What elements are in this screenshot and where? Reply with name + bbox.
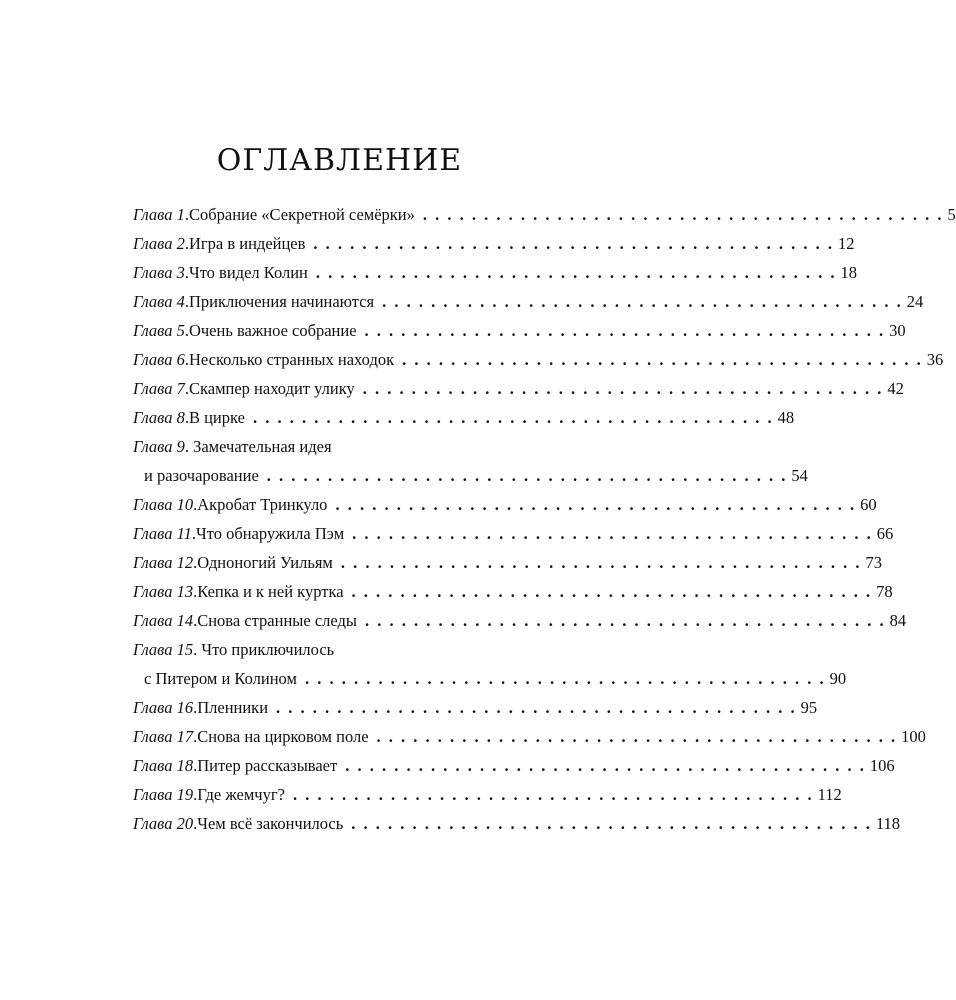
label-separator: . [184, 437, 194, 456]
toc-entry [133, 519, 894, 548]
chapter-label: Глава 18 [133, 756, 194, 775]
label-separator: . [193, 814, 198, 833]
label-separator: . [184, 205, 189, 224]
label-separator: . [184, 379, 189, 398]
chapter-title: Кепка и к ней куртка [197, 582, 344, 601]
dot-leader: . . . . . . . . . . . . . . . . . . . . . . . . . . . . . . . . . . . . . . . . . . . [313, 234, 835, 253]
dot-leader: . . . . . . . . . . . . . . . . . . . . . . . . . . . . . . . . . . . . . . . . . . . [345, 756, 866, 775]
chapter-label: Глава 20 [133, 814, 194, 833]
dot-leader: . . . . . . . . . . . . . . . . . . . . . . . . . . . . . . . . . . . . . . . . . . . [422, 205, 944, 224]
chapter-label: Глава 5 [133, 321, 185, 340]
page-title: ОГЛАВЛЕНИЕ [216, 143, 463, 178]
dot-leader: . . . . . . . . . . . . . . . . . . . . . . . . . . . . . . . . . . . . . . . . . . . [266, 466, 788, 485]
dot-leader: . . . . . . . . . . . . . . . . . . . . . . . . . . . . . . . . . . . . . . . . . . . [382, 292, 903, 311]
toc-entry [133, 287, 924, 316]
toc-entry [133, 780, 842, 809]
page-number: 84 [889, 611, 907, 630]
chapter-title: Скампер находит улику [188, 379, 355, 398]
chapter-title: Где жемчуг? [197, 785, 285, 804]
toc-entry [133, 432, 808, 490]
label-separator: . [191, 524, 196, 543]
chapter-label: Глава 13 [133, 582, 194, 601]
chapter-title: Снова странные следы [197, 611, 357, 630]
page-number: 12 [838, 234, 855, 253]
label-separator: . [193, 582, 198, 601]
page-number: 73 [865, 553, 883, 572]
chapter-label: Глава 12 [133, 553, 194, 572]
toc-entry [133, 316, 906, 345]
chapter-label: Глава 14 [133, 611, 194, 630]
page-number: 78 [876, 582, 893, 601]
chapter-title: с Питером и Колином [144, 669, 297, 688]
page-number: 66 [876, 524, 894, 543]
page-number: 18 [840, 263, 857, 282]
chapter-title: Акробат Тринкуло [197, 495, 328, 514]
dot-leader: . . . . . . . . . . . . . . . . . . . . . . . . . . . . . . . . . . . . . . . . . . . [364, 611, 886, 630]
chapter-title: Одноногий Уильям [197, 553, 333, 572]
dot-leader: . . . . . . . . . . . . . . . . . . . . . . . . . . . . . . . . . . . . . . . . . . . [376, 727, 898, 746]
toc-entry [133, 374, 904, 403]
chapter-label: Глава 11 [133, 524, 192, 543]
chapter-label: Глава 6 [133, 350, 185, 369]
toc-entry [133, 751, 895, 780]
page-number: 118 [875, 814, 901, 833]
page-number: 60 [860, 495, 877, 514]
chapter-title: и разочарование [144, 466, 259, 485]
label-separator: . [193, 756, 198, 775]
chapter-label: Глава 2 [133, 234, 185, 253]
page-number: 5 [947, 205, 956, 224]
chapter-label: Глава 15 [133, 640, 194, 659]
dot-leader: . . . . . . . . . . . . . . . . . . . . . . . . . . . . . . . . . . . . . . . . . . . [352, 524, 873, 543]
dot-leader: . . . . . . . . . . . . . . . . . . . . . . . . . . . . . . . . . . . . . . . . . . . [252, 408, 774, 427]
toc-entry [133, 403, 795, 432]
page-number: 100 [901, 727, 926, 746]
dot-leader: . . . . . . . . . . . . . . . . . . . . . . . . . . . . . . . . . . . . . . . . . . . [340, 553, 862, 572]
page-number: 48 [777, 408, 795, 427]
toc-entry [133, 229, 855, 258]
page-number: 106 [869, 756, 895, 775]
toc-entry [133, 635, 847, 693]
page-number: 30 [889, 321, 906, 340]
label-separator: . [193, 495, 198, 514]
toc-entry [133, 345, 944, 374]
label-separator: . [184, 321, 189, 340]
dot-leader: . . . . . . . . . . . . . . . . . . . . . . . . . . . . . . . . . . . . . . . . . . . [362, 379, 884, 398]
page-number: 90 [829, 669, 847, 688]
dot-leader: . . . . . . . . . . . . . . . . . . . . . . . . . . . . . . . . . . . . . . . . . . . [351, 814, 872, 833]
chapter-title: Собрание «Секретной семёрки» [188, 205, 415, 224]
chapter-title: В цирке [188, 408, 245, 427]
chapter-label: Глава 4 [133, 292, 185, 311]
dot-leader: . . . . . . . . . . . . . . . . . . . . . . . . . . . . . . . . . . . . . . . . . . . [304, 669, 826, 688]
label-separator: . [193, 785, 198, 804]
label-separator: . [193, 698, 198, 717]
table-of-contents [133, 200, 956, 838]
label-separator: . [184, 350, 189, 369]
label-separator: . [184, 234, 189, 253]
label-separator: . [193, 640, 202, 659]
chapter-label: Глава 19 [133, 785, 194, 804]
toc-entry [133, 258, 857, 287]
chapter-title: Очень важное собрание [188, 321, 357, 340]
dot-leader: . . . . . . . . . . . . . . . . . . . . . . . . . . . . . . . . . . . . . . . . . . . [351, 582, 873, 601]
dot-leader: . . . . . . . . . . . . . . . . . . . . . . . . . . . . . . . . . . . . . . . . . . . [335, 495, 857, 514]
page-number: 42 [887, 379, 904, 398]
page-number: 95 [800, 698, 818, 717]
chapter-label: Глава 8 [133, 408, 185, 427]
chapter-label: Глава 17 [133, 727, 194, 746]
label-separator: . [193, 553, 198, 572]
chapter-title: Замечательная идея [193, 437, 332, 456]
page-number: 24 [906, 292, 924, 311]
chapter-label: Глава 9 [133, 437, 185, 456]
toc-entry [133, 577, 893, 606]
toc-entry [133, 606, 907, 635]
dot-leader: . . . . . . . . . . . . . . . . . . . . . . . . . . . . . . . . . . . . . . . . . . . [292, 785, 814, 804]
chapter-title: Снова на цирковом поле [197, 727, 369, 746]
chapter-label: Глава 1 [133, 205, 185, 224]
label-separator: . [193, 727, 198, 746]
page-number: 112 [817, 785, 842, 804]
chapter-title: Что приключилось [201, 640, 335, 659]
dot-leader: . . . . . . . . . . . . . . . . . . . . . . . . . . . . . . . . . . . . . . . . . . . [402, 350, 923, 369]
chapter-label: Глава 10 [133, 495, 194, 514]
chapter-title: Чем всё закончилось [197, 814, 344, 833]
toc-entry [133, 490, 877, 519]
label-separator: . [184, 292, 189, 311]
page-number: 36 [926, 350, 944, 369]
toc-entry [133, 722, 926, 751]
toc-entry [133, 548, 883, 577]
label-separator: . [184, 408, 189, 427]
chapter-title: Несколько странных находок [188, 350, 395, 369]
toc-entry [133, 693, 818, 722]
chapter-label: Глава 7 [133, 379, 185, 398]
chapter-title: Что обнаружила Пэм [195, 524, 345, 543]
chapter-label: Глава 16 [133, 698, 194, 717]
chapter-title: Приключения начинаются [188, 292, 375, 311]
dot-leader: . . . . . . . . . . . . . . . . . . . . . . . . . . . . . . . . . . . . . . . . . . . [364, 321, 886, 340]
chapter-title: Что видел Колин [188, 263, 308, 282]
dot-leader: . . . . . . . . . . . . . . . . . . . . . . . . . . . . . . . . . . . . . . . . . . . [315, 263, 837, 282]
toc-entry [133, 809, 901, 838]
label-separator: . [193, 611, 198, 630]
page-number: 54 [791, 466, 808, 485]
chapter-title: Игра в индейцев [188, 234, 306, 253]
chapter-title: Питер рассказывает [197, 756, 338, 775]
toc-entry [133, 200, 956, 229]
label-separator: . [184, 263, 189, 282]
chapter-title: Пленники [197, 698, 269, 717]
chapter-label: Глава 3 [133, 263, 185, 282]
dot-leader: . . . . . . . . . . . . . . . . . . . . . . . . . . . . . . . . . . . . . . . . . . . [276, 698, 797, 717]
